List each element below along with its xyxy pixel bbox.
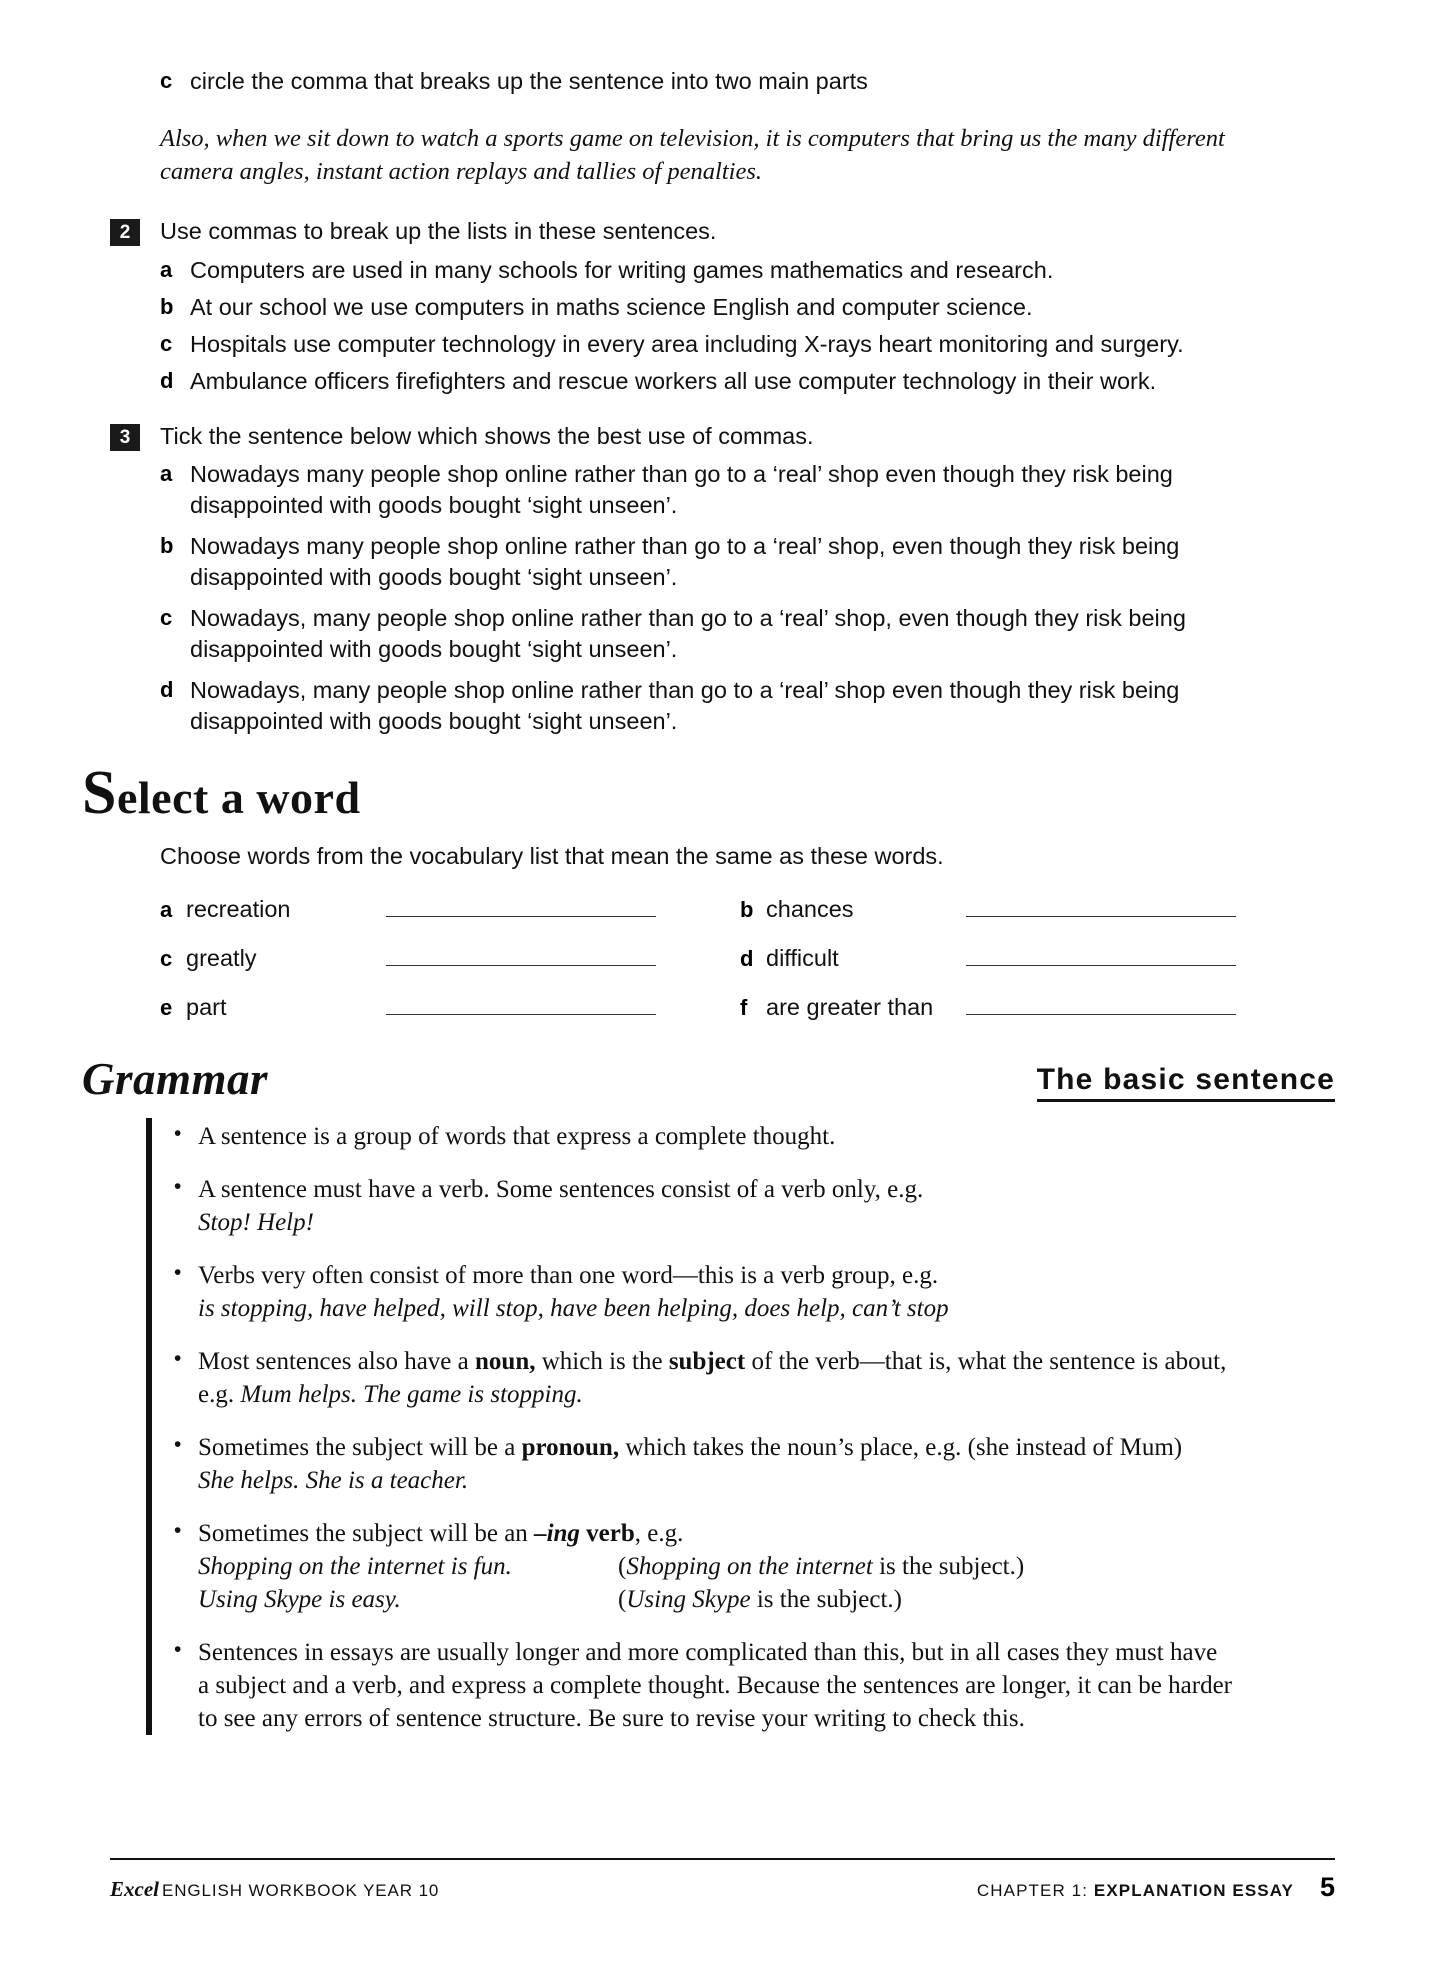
vocab-word: recreation (186, 896, 291, 923)
answer-blank[interactable] (386, 896, 656, 917)
item-letter: c (160, 330, 173, 356)
item-text: Nowadays, many people shop online rather than go to a ‘real’ shop, even though they risk being disappointed with goods bought ‘sight unseen’. (190, 605, 1186, 663)
bullet-icon: • (174, 1347, 182, 1371)
bullet-example: Mum helps. The game is stopping. (240, 1381, 583, 1409)
bullet-bold-pronoun: pronoun, (521, 1434, 620, 1462)
bullet-bold-subject: subject (668, 1348, 746, 1376)
bullet-icon: • (174, 1261, 182, 1285)
item-letter: d (740, 946, 754, 972)
vocab-item (160, 945, 740, 972)
bullet-text (198, 1431, 1182, 1497)
answer-blank[interactable] (386, 945, 656, 966)
bullet-icon: • (174, 1638, 182, 1662)
vocab-item (160, 896, 740, 923)
bullet-icon: • (174, 1122, 182, 1146)
answer-blank[interactable] (966, 994, 1236, 1015)
bullet-bold-ing: –ing (534, 1520, 580, 1548)
vocab-word: part (186, 994, 227, 1021)
example-rows (198, 1550, 1024, 1616)
bullet-example: is stopping, have helped, will stop, have been helping, does help, can’t stop (198, 1295, 949, 1323)
vocab-item (740, 896, 1335, 923)
list-item (174, 1259, 1335, 1325)
bullet-seg-2: which takes the noun’s place, e.g. (she instead of Mum) (619, 1434, 1183, 1462)
item-letter: a (160, 256, 173, 282)
paren-open: ( (618, 1553, 627, 1581)
bullet-seg-1: Sometimes the subject will be a (198, 1434, 522, 1462)
item-text: Computers are used in many schools for writing games mathematics and research. (190, 256, 1054, 283)
list-item (160, 66, 1335, 97)
bullet-text: Sentences in essays are usually longer and more complicated than this, but in all cases they must have a subject and a verb, and express a complete thought. Because the sentences are longer, it can be harder to see any errors of sentence structure. Be sure to revise your writing to check this. (198, 1639, 1232, 1733)
item-letter: e (160, 995, 173, 1021)
bullet-seg-2: which is the (535, 1348, 669, 1376)
answer-blank[interactable] (966, 945, 1236, 966)
list-item (160, 366, 1335, 397)
answer-blank[interactable] (386, 994, 656, 1015)
bullet-text (198, 1173, 923, 1239)
item-letter: a (160, 897, 173, 923)
vocabulary-grid (160, 896, 1335, 1021)
list-item (174, 1345, 1335, 1411)
item-letter: c (160, 68, 173, 93)
chapter-prefix: CHAPTER 1: (976, 1881, 1094, 1900)
vocab-word: chances (766, 896, 854, 923)
vocab-word: are greater than (766, 994, 934, 1021)
bullet-seg-2: , e.g. (634, 1520, 684, 1548)
grammar-subheading: The basic sentence (1037, 1063, 1335, 1102)
list-item (174, 1431, 1335, 1497)
item-letter: d (160, 677, 174, 703)
list-item (174, 1636, 1335, 1735)
item-text: Nowadays many people shop online rather than go to a ‘real’ shop, even though they risk being disappointed with goods bought ‘sight unseen’. (190, 533, 1180, 591)
explanation-rest: is the subject.) (872, 1553, 1025, 1581)
subject-phrase: Using Skype (626, 1586, 751, 1614)
exercise-instruction: Tick the sentence below which shows the best use of commas. (160, 422, 814, 449)
item-letter: b (160, 533, 174, 559)
exercise-3 (110, 421, 1335, 452)
item-text: Hospitals use computer technology in every area including X-rays heart monitoring and surgery. (190, 330, 1184, 357)
grammar-left-rule (146, 1118, 152, 1735)
bullet-example: Stop! Help! (198, 1209, 314, 1237)
bullet-icon: • (174, 1175, 182, 1199)
vocab-instruction: Choose words from the vocabulary list that mean the same as these words. (160, 843, 944, 870)
heading-rest: elect a word (116, 772, 361, 824)
example-sentence: Shopping on the internet is fun. (198, 1553, 512, 1581)
vocab-item (740, 994, 1335, 1021)
page-footer (110, 1858, 1335, 1903)
bullet-seg-3: of the verb—that is, what the sentence is about, e.g. (198, 1348, 1227, 1409)
list-item (160, 255, 1335, 286)
exercise-number-badge: 3 (110, 424, 140, 451)
page-number: 5 (1319, 1872, 1335, 1902)
exercise-instruction: Use commas to break up the lists in these sentences. (160, 218, 717, 245)
vocab-item (740, 945, 1335, 972)
list-item (174, 1173, 1335, 1239)
grammar-box (146, 1118, 1335, 1735)
exercise-2 (110, 216, 1335, 247)
bullet-icon: • (174, 1519, 182, 1543)
example-row (198, 1550, 1024, 1583)
bullet-icon: • (174, 1433, 182, 1457)
item-text: At our school we use computers in maths science English and computer science. (190, 293, 1033, 320)
item-text: circle the comma that breaks up the sentence into two main parts (190, 68, 868, 94)
list-item[interactable] (160, 603, 1335, 665)
footer-right (977, 1872, 1335, 1903)
bullet-seg-1: Most sentences also have a (198, 1348, 476, 1376)
bullet-text (198, 1345, 1233, 1411)
list-item (160, 329, 1335, 360)
series-name: ENGLISH WORKBOOK YEAR 10 (161, 1881, 440, 1900)
example-row (198, 1583, 1024, 1616)
bullet-bold-noun: noun, (475, 1348, 536, 1376)
item-text: Nowadays, many people shop online rather than go to a ‘real’ shop even though they risk being disappointed with goods bought ‘sight unseen’. (190, 677, 1180, 735)
list-item (174, 1517, 1335, 1616)
section-heading-select-a-word (82, 759, 1335, 828)
example-quote: Also, when we sit down to watch a sports game on television, it is computers that bring us the many different camera angles, instant action replays and tallies of penalties. (160, 125, 1225, 185)
grammar-bullet-list (174, 1118, 1335, 1735)
brand-name: Excel (110, 1877, 159, 1901)
answer-blank[interactable] (966, 896, 1236, 917)
bullet-example: She helps. She is a teacher. (198, 1467, 469, 1495)
item-letter: c (160, 605, 173, 631)
bullet-seg-1: Sometimes the subject will be an (198, 1520, 535, 1548)
example-explanation (618, 1583, 902, 1616)
paren-open: ( (618, 1586, 627, 1614)
item-text: Ambulance officers firefighters and rescue workers all use computer technology in their work. (190, 367, 1157, 394)
bullet-main: A sentence must have a verb. Some sentences consist of a verb only, e.g. (198, 1176, 924, 1204)
item-letter: f (740, 995, 748, 1021)
bullet-main: Verbs very often consist of more than one word—this is a verb group, e.g. (198, 1262, 939, 1290)
section-heading-grammar: Grammar (82, 1054, 269, 1105)
vocab-item (160, 994, 740, 1021)
list-item[interactable] (160, 675, 1335, 737)
list-item (174, 1120, 1335, 1153)
example-sentence: Using Skype is easy. (198, 1586, 401, 1614)
bullet-bold-verb: verb (579, 1520, 635, 1548)
list-item[interactable] (160, 531, 1335, 593)
page-content (82, 66, 1335, 1735)
list-item[interactable] (160, 459, 1335, 521)
item-letter: d (160, 367, 174, 393)
explanation-rest: is the subject.) (750, 1586, 902, 1614)
chapter-name: EXPLANATION ESSAY (1093, 1881, 1294, 1900)
bullet-text: A sentence is a group of words that express a complete thought. (198, 1123, 836, 1151)
vocab-word: greatly (186, 945, 257, 972)
item-text: Nowadays many people shop online rather than go to a ‘real’ shop even though they risk being disappointed with goods bought ‘sight unseen’. (190, 461, 1173, 519)
bullet-text (198, 1517, 1024, 1616)
example-explanation (618, 1550, 1024, 1583)
vocab-word: difficult (766, 945, 839, 972)
item-letter: c (160, 946, 173, 972)
footer-chapter (977, 1881, 1294, 1901)
exercise-number-badge: 2 (110, 219, 140, 246)
item-letter: a (160, 461, 173, 487)
bullet-text (198, 1259, 949, 1325)
item-letter: b (740, 897, 754, 923)
subject-phrase: Shopping on the internet (626, 1553, 873, 1581)
list-item (160, 292, 1335, 323)
item-letter: b (160, 293, 174, 319)
footer-series (110, 1877, 439, 1902)
heading-drop-cap: S (82, 759, 117, 828)
